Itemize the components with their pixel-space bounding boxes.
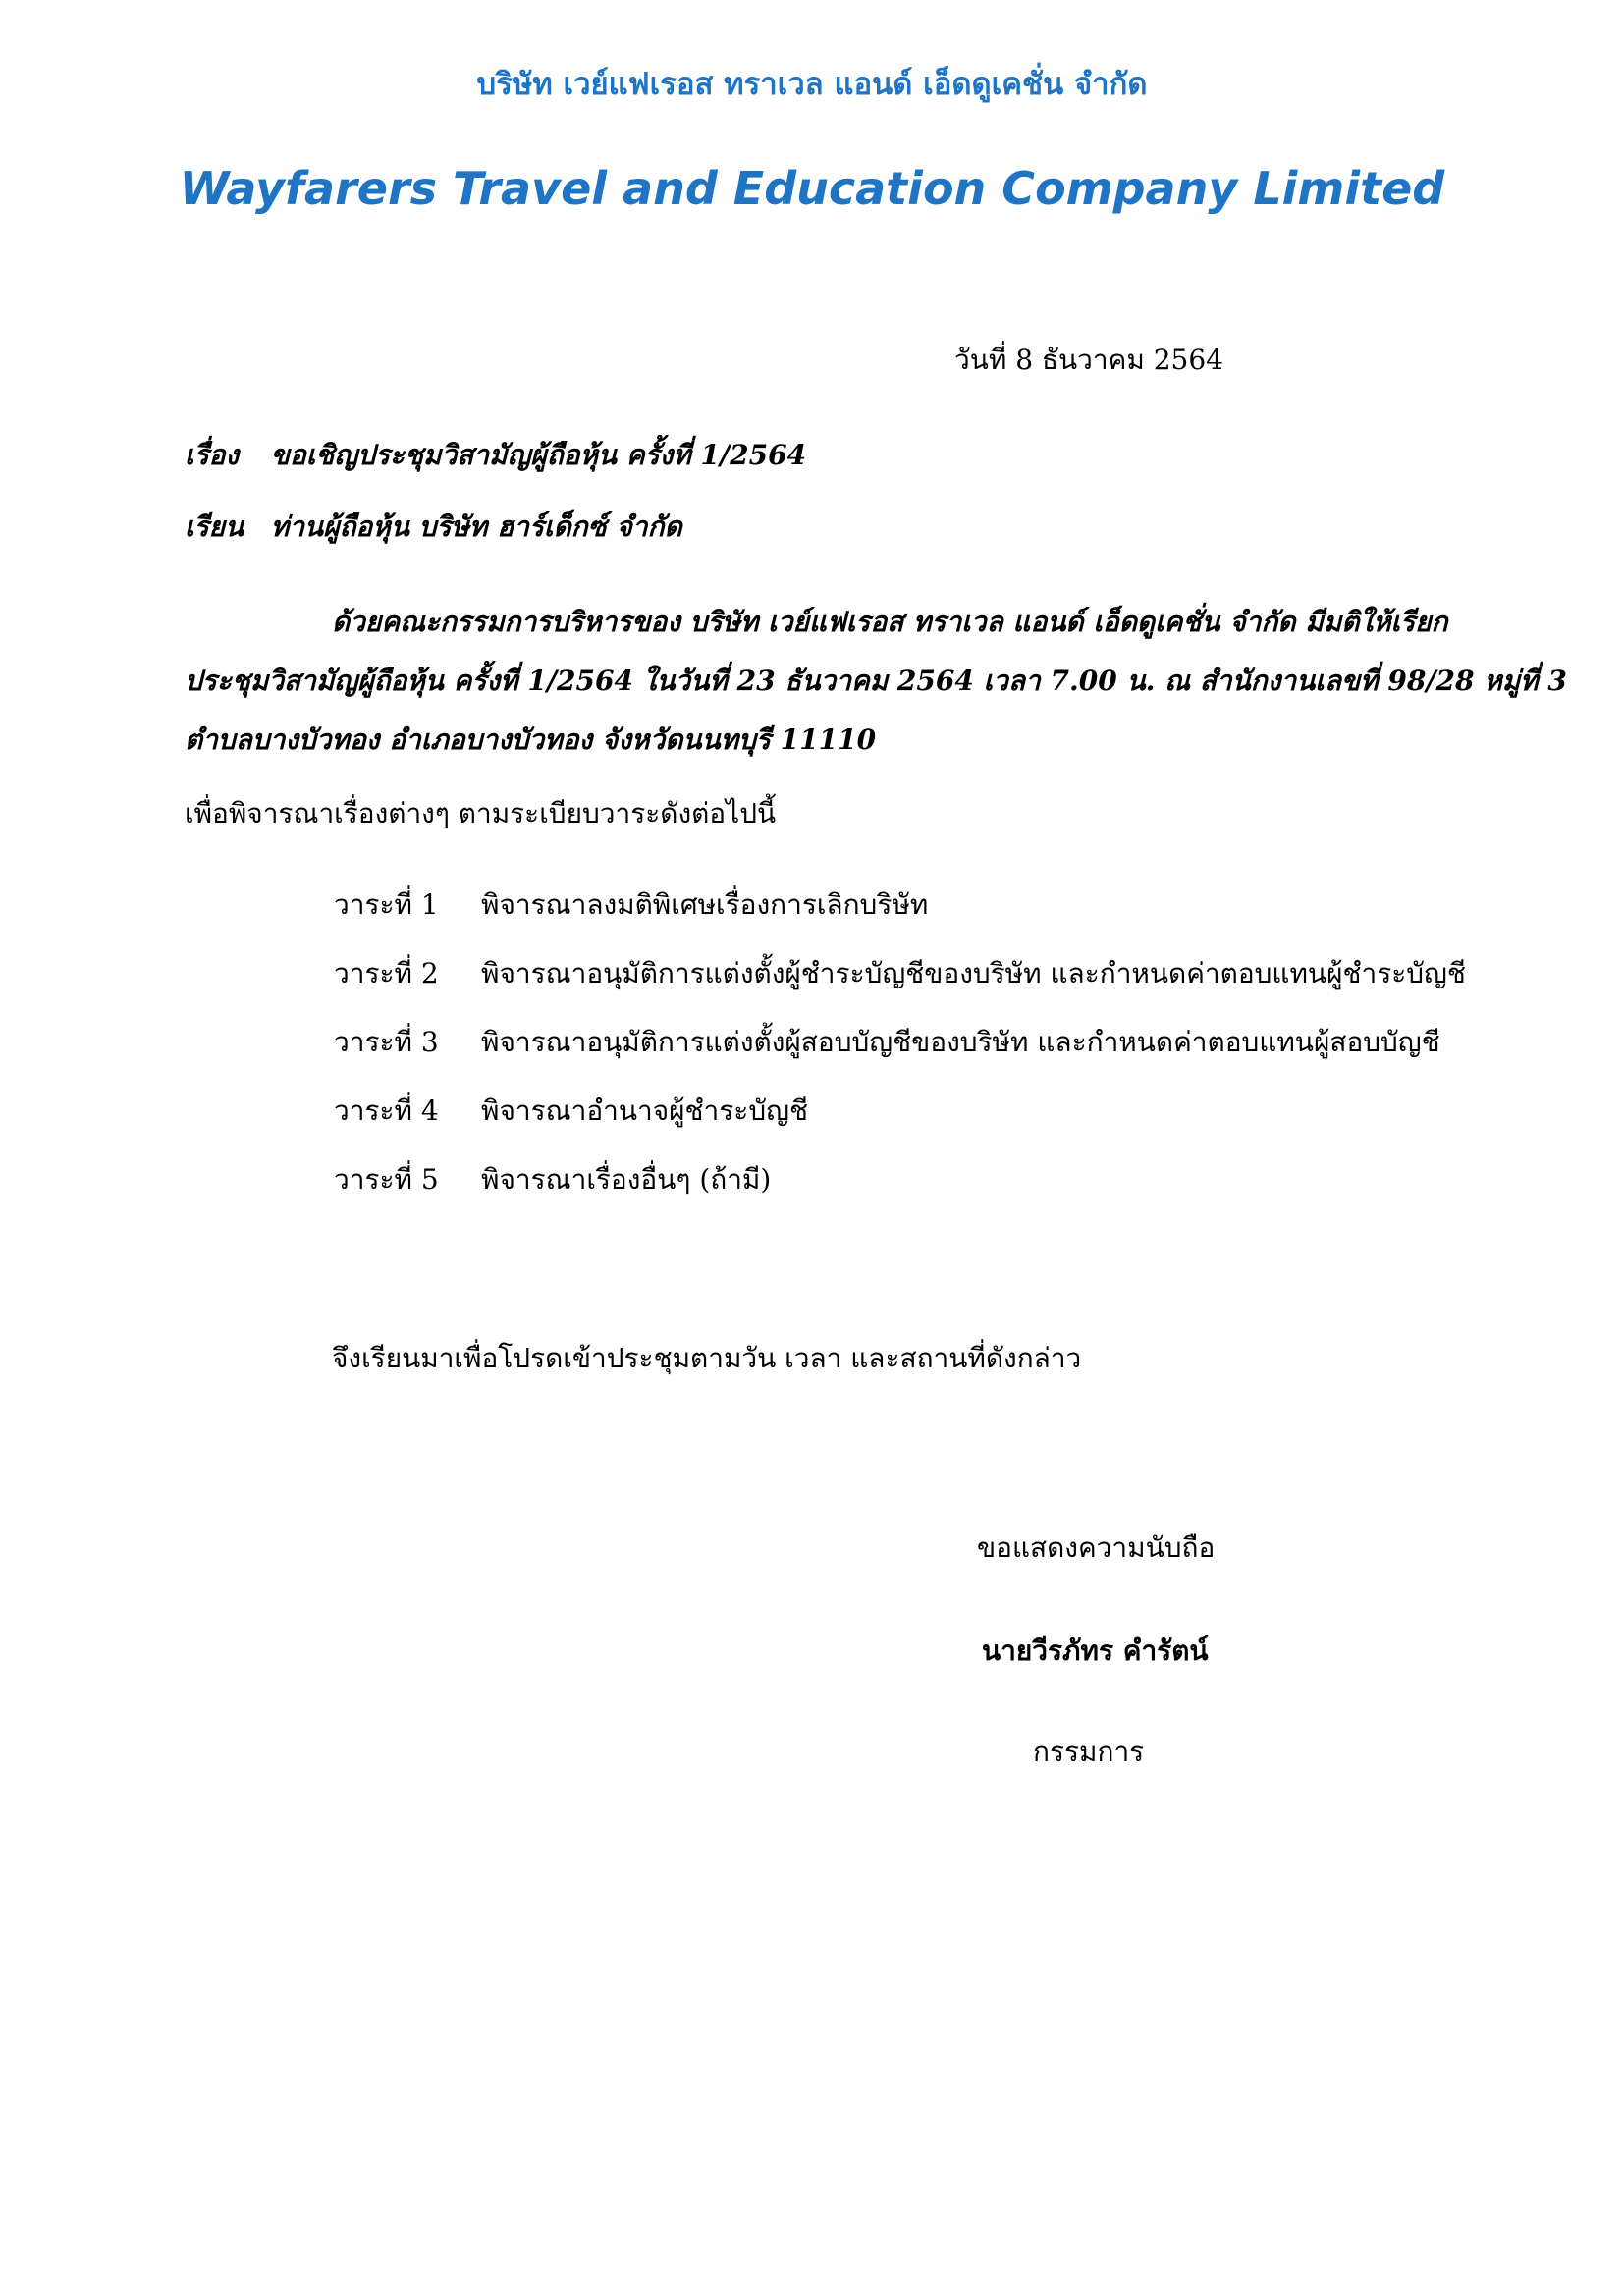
agenda-text: พิจารณาลงมติพิเศษเรื่องการเลิกบริษัท — [481, 888, 929, 921]
agenda-number: วาระที่ 2 — [334, 957, 439, 989]
closing-line: จึงเรียนมาเพื่อโปรดเข้าประชุมตามวัน เวลา และสถานที่ดังกล่าว — [332, 1342, 1082, 1374]
agenda-list — [334, 883, 1466, 1227]
body-paragraph-line: ประชุมวิสามัญผู้ถือหุ้น ครั้งที่ 1/2564 ในวันที่ 23 ธันวาคม 2564 เวลา 7.00 น. ณ สำนักงานเลขที่ 98/28 หมู่ที่ 3 — [185, 665, 1567, 697]
agenda-item — [334, 883, 1466, 952]
agenda-item — [334, 952, 1466, 1021]
regards: ขอแสดงความนับถือ — [977, 1531, 1216, 1564]
company-name-thai: บริษัท เวย์แฟเรอส ทราเวล แอนด์ เอ็ดดูเคชั่น จำกัด — [476, 67, 1148, 102]
agenda-text: พิจารณาอนุมัติการแต่งตั้งผู้ชำระบัญชีของบริษัท และกำหนดค่าตอบแทนผู้ชำระบัญชี — [481, 957, 1466, 989]
agenda-number: วาระที่ 4 — [334, 1095, 439, 1127]
subject-row — [185, 434, 806, 477]
recipient-row — [185, 506, 682, 549]
agenda-number: วาระที่ 1 — [334, 888, 439, 921]
recipient-label: เรียน — [185, 510, 244, 543]
subject-text: ขอเชิญประชุมวิสามัญผู้ถือหุ้น ครั้งที่ 1/2564 — [270, 439, 807, 471]
recipient-text: ท่านผู้ถือหุ้น บริษัท ฮาร์เด็กซ์ จำกัด — [270, 510, 682, 543]
signer-name: นายวีรภัทร คำรัตน์ — [982, 1634, 1209, 1667]
company-name-english: Wayfarers Travel and Education Company Limited — [179, 162, 1445, 215]
agenda-text: พิจารณาเรื่องอื่นๆ (ถ้ามี) — [481, 1163, 772, 1196]
agenda-text: พิจารณาอนุมัติการแต่งตั้งผู้สอบบัญชีของบริษัท และกำหนดค่าตอบแทนผู้สอบบัญชี — [481, 1026, 1440, 1058]
signer-title: กรรมการ — [1033, 1735, 1145, 1768]
agenda-item — [334, 1090, 1466, 1158]
agenda-number: วาระที่ 5 — [334, 1163, 439, 1196]
body-paragraph-line: ด้วยคณะกรรมการบริหารของ บริษัท เวย์แฟเรอส ทราเวล แอนด์ เอ็ดดูเคชั่น จำกัด มีมติให้เรียก — [332, 606, 1448, 638]
agenda-item — [334, 1158, 1466, 1227]
letter-date: วันที่ 8 ธันวาคม 2564 — [954, 344, 1223, 376]
subject-label: เรื่อง — [185, 439, 240, 471]
agenda-intro: เพื่อพิจารณาเรื่องต่างๆ ตามระเบียบวาระดังต่อไปนี้ — [185, 797, 777, 829]
agenda-item — [334, 1021, 1466, 1090]
agenda-text: พิจารณาอำนาจผู้ชำระบัญชี — [481, 1095, 808, 1127]
body-paragraph-line: ตำบลบางบัวทอง อำเภอบางบัวทอง จังหวัดนนทบุรี 11110 — [185, 723, 877, 756]
agenda-number: วาระที่ 3 — [334, 1026, 439, 1058]
